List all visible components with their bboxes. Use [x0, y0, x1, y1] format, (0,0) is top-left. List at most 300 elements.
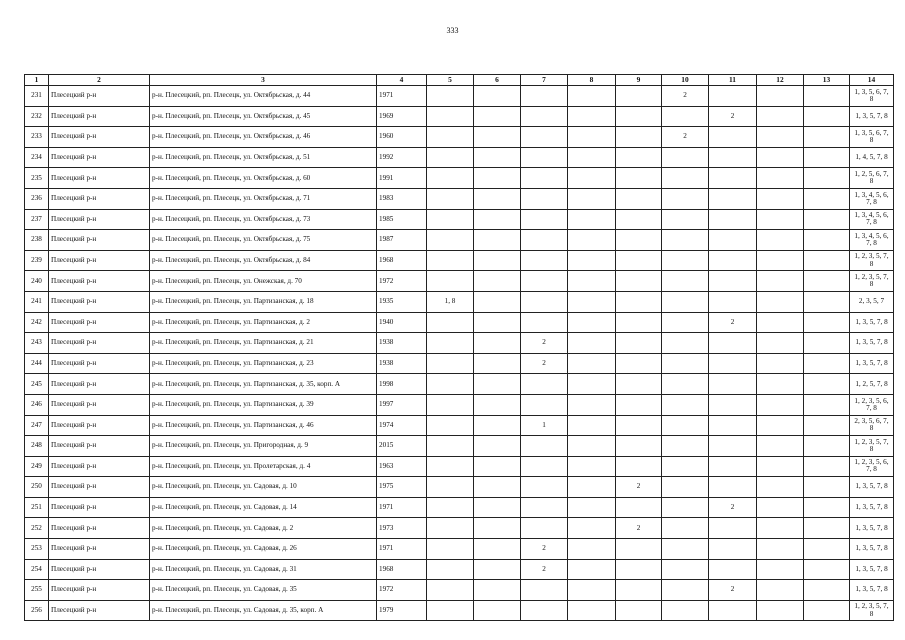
col10-cell: 2 — [662, 86, 709, 107]
col9-cell — [616, 353, 662, 374]
col10-cell — [662, 436, 709, 457]
col5-cell — [427, 497, 474, 518]
col6-cell — [474, 86, 521, 107]
col6-cell — [474, 147, 521, 168]
table-row — [25, 127, 894, 148]
col10-cell — [662, 353, 709, 374]
row-number: 243 — [25, 333, 49, 354]
col7-cell — [521, 271, 568, 292]
address-cell: р-н. Плесецкий, рп. Плесецк, ул. Октябрьская, д. 44 — [150, 86, 377, 107]
col5-cell — [427, 559, 474, 580]
col7-cell — [521, 518, 568, 539]
address-cell: р-н. Плесецкий, рп. Плесецк, ул. Партизанская, д. 35, корп. А — [150, 374, 377, 395]
col8-cell — [568, 333, 616, 354]
col9-cell — [616, 230, 662, 251]
district-cell: Плесецкий р-н — [49, 374, 150, 395]
column-header-11: 11 — [709, 75, 757, 86]
district-cell: Плесецкий р-н — [49, 86, 150, 107]
col11-cell — [709, 333, 757, 354]
col10-cell — [662, 312, 709, 333]
address-cell: р-н. Плесецкий, рп. Плесецк, ул. Партизанская, д. 2 — [150, 312, 377, 333]
col13-cell — [804, 333, 850, 354]
col14-cell: 1, 4, 5, 7, 8 — [850, 147, 894, 168]
col6-cell — [474, 291, 521, 312]
col6-cell — [474, 353, 521, 374]
col6-cell — [474, 497, 521, 518]
address-cell: р-н. Плесецкий, рп. Плесецк, ул. Садовая, д. 31 — [150, 559, 377, 580]
address-cell: р-н. Плесецкий, рп. Плесецк, ул. Садовая, д. 2 — [150, 518, 377, 539]
col5-cell — [427, 209, 474, 230]
district-cell: Плесецкий р-н — [49, 291, 150, 312]
district-cell: Плесецкий р-н — [49, 188, 150, 209]
col11-cell — [709, 291, 757, 312]
row-number: 233 — [25, 127, 49, 148]
col9-cell — [616, 559, 662, 580]
address-cell: р-н. Плесецкий, рп. Плесецк, ул. Партизанская, д. 18 — [150, 291, 377, 312]
district-cell: Плесецкий р-н — [49, 168, 150, 189]
col7-cell — [521, 312, 568, 333]
year-cell: 1971 — [377, 497, 427, 518]
address-cell: р-н. Плесецкий, рп. Плесецк, ул. Партизанская, д. 21 — [150, 333, 377, 354]
row-number: 253 — [25, 539, 49, 560]
district-cell: Плесецкий р-н — [49, 436, 150, 457]
address-cell: р-н. Плесецкий, рп. Плесецк, ул. Садовая, д. 14 — [150, 497, 377, 518]
row-number: 249 — [25, 456, 49, 477]
col9-cell — [616, 415, 662, 436]
district-cell: Плесецкий р-н — [49, 230, 150, 251]
year-cell: 1938 — [377, 333, 427, 354]
column-header-13: 13 — [804, 75, 850, 86]
col11-cell — [709, 209, 757, 230]
table-row — [25, 497, 894, 518]
col12-cell — [757, 271, 804, 292]
year-cell: 1998 — [377, 374, 427, 395]
col12-cell — [757, 209, 804, 230]
col6-cell — [474, 127, 521, 148]
address-cell: р-н. Плесецкий, рп. Плесецк, ул. Октябрьская, д. 45 — [150, 106, 377, 127]
row-number: 237 — [25, 209, 49, 230]
col12-cell — [757, 374, 804, 395]
col10-cell — [662, 394, 709, 415]
column-header-8: 8 — [568, 75, 616, 86]
col13-cell — [804, 147, 850, 168]
year-cell: 1979 — [377, 600, 427, 621]
col5-cell — [427, 436, 474, 457]
col8-cell — [568, 168, 616, 189]
col8-cell — [568, 106, 616, 127]
col7-cell — [521, 291, 568, 312]
col10-cell — [662, 600, 709, 621]
table-row — [25, 312, 894, 333]
row-number: 255 — [25, 580, 49, 601]
col9-cell — [616, 497, 662, 518]
col6-cell — [474, 230, 521, 251]
col11-cell — [709, 168, 757, 189]
col9-cell — [616, 291, 662, 312]
col11-cell — [709, 394, 757, 415]
col13-cell — [804, 106, 850, 127]
col12-cell — [757, 86, 804, 107]
year-cell: 1969 — [377, 106, 427, 127]
row-number: 232 — [25, 106, 49, 127]
col12-cell — [757, 291, 804, 312]
col10-cell — [662, 188, 709, 209]
col6-cell — [474, 333, 521, 354]
col9-cell — [616, 436, 662, 457]
col10-cell — [662, 415, 709, 436]
table-row — [25, 250, 894, 271]
row-number: 236 — [25, 188, 49, 209]
row-number: 235 — [25, 168, 49, 189]
district-cell: Плесецкий р-н — [49, 415, 150, 436]
col9-cell — [616, 333, 662, 354]
col12-cell — [757, 353, 804, 374]
table-row — [25, 209, 894, 230]
column-header-10: 10 — [662, 75, 709, 86]
col13-cell — [804, 477, 850, 498]
address-cell: р-н. Плесецкий, рп. Плесецк, ул. Октябрьская, д. 51 — [150, 147, 377, 168]
col11-cell — [709, 147, 757, 168]
col5-cell — [427, 374, 474, 395]
col9-cell — [616, 168, 662, 189]
col7-cell — [521, 374, 568, 395]
col12-cell — [757, 497, 804, 518]
address-cell: р-н. Плесецкий, рп. Плесецк, ул. Садовая, д. 10 — [150, 477, 377, 498]
row-number: 244 — [25, 353, 49, 374]
year-cell: 1992 — [377, 147, 427, 168]
col7-cell: 2 — [521, 539, 568, 560]
col13-cell — [804, 415, 850, 436]
col7-cell — [521, 147, 568, 168]
col14-cell: 1, 3, 5, 7, 8 — [850, 106, 894, 127]
col5-cell — [427, 539, 474, 560]
col8-cell — [568, 477, 616, 498]
col7-cell — [521, 106, 568, 127]
col9-cell — [616, 188, 662, 209]
year-cell: 1975 — [377, 477, 427, 498]
col6-cell — [474, 188, 521, 209]
col11-cell — [709, 456, 757, 477]
col11-cell — [709, 250, 757, 271]
col8-cell — [568, 147, 616, 168]
year-cell: 1938 — [377, 353, 427, 374]
col9-cell — [616, 456, 662, 477]
col7-cell — [521, 86, 568, 107]
col5-cell — [427, 333, 474, 354]
row-number: 242 — [25, 312, 49, 333]
col9-cell — [616, 374, 662, 395]
district-cell: Плесецкий р-н — [49, 580, 150, 601]
col13-cell — [804, 456, 850, 477]
col10-cell — [662, 168, 709, 189]
col11-cell — [709, 539, 757, 560]
col10-cell — [662, 559, 709, 580]
col9-cell — [616, 271, 662, 292]
col8-cell — [568, 600, 616, 621]
col8-cell — [568, 291, 616, 312]
col9-cell — [616, 539, 662, 560]
row-number: 238 — [25, 230, 49, 251]
address-cell: р-н. Плесецкий, рп. Плесецк, ул. Октябрьская, д. 73 — [150, 209, 377, 230]
col14-cell: 2, 3, 5, 7 — [850, 291, 894, 312]
district-cell: Плесецкий р-н — [49, 106, 150, 127]
col14-cell: 1, 3, 4, 5, 6, 7, 8 — [850, 209, 894, 230]
col8-cell — [568, 312, 616, 333]
col10-cell — [662, 497, 709, 518]
col8-cell — [568, 497, 616, 518]
address-cell: р-н. Плесецкий, рп. Плесецк, ул. Октябрьская, д. 71 — [150, 188, 377, 209]
column-header-4: 4 — [377, 75, 427, 86]
col13-cell — [804, 209, 850, 230]
address-cell: р-н. Плесецкий, рп. Плесецк, ул. Октябрьская, д. 60 — [150, 168, 377, 189]
col5-cell — [427, 394, 474, 415]
col14-cell: 2, 3, 5, 6, 7, 8 — [850, 415, 894, 436]
col10-cell — [662, 291, 709, 312]
col7-cell: 1 — [521, 415, 568, 436]
address-cell: р-н. Плесецкий, рп. Плесецк, ул. Садовая, д. 35 — [150, 580, 377, 601]
col11-cell — [709, 271, 757, 292]
col8-cell — [568, 456, 616, 477]
address-cell: р-н. Плесецкий, рп. Плесецк, ул. Партизанская, д. 23 — [150, 353, 377, 374]
address-cell: р-н. Плесецкий, рп. Плесецк, ул. Октябрьская, д. 75 — [150, 230, 377, 251]
table-row — [25, 394, 894, 415]
col7-cell — [521, 477, 568, 498]
table-row — [25, 539, 894, 560]
col12-cell — [757, 250, 804, 271]
col7-cell: 2 — [521, 559, 568, 580]
col13-cell — [804, 539, 850, 560]
address-cell: р-н. Плесецкий, рп. Плесецк, ул. Онежская, д. 70 — [150, 271, 377, 292]
col11-cell: 2 — [709, 580, 757, 601]
col14-cell: 1, 3, 5, 7, 8 — [850, 333, 894, 354]
col11-cell — [709, 127, 757, 148]
col11-cell — [709, 436, 757, 457]
col8-cell — [568, 271, 616, 292]
table-row — [25, 147, 894, 168]
col7-cell — [521, 600, 568, 621]
col12-cell — [757, 436, 804, 457]
table-body — [25, 86, 894, 621]
table-row — [25, 436, 894, 457]
row-number: 247 — [25, 415, 49, 436]
col5-cell — [427, 271, 474, 292]
col11-cell — [709, 86, 757, 107]
table-row — [25, 168, 894, 189]
table-row — [25, 271, 894, 292]
col11-cell: 2 — [709, 106, 757, 127]
district-cell: Плесецкий р-н — [49, 147, 150, 168]
table-row — [25, 188, 894, 209]
col14-cell: 1, 2, 5, 7, 8 — [850, 374, 894, 395]
col13-cell — [804, 250, 850, 271]
district-cell: Плесецкий р-н — [49, 209, 150, 230]
col8-cell — [568, 559, 616, 580]
row-number: 256 — [25, 600, 49, 621]
col9-cell: 2 — [616, 518, 662, 539]
col14-cell: 1, 2, 3, 5, 7, 8 — [850, 436, 894, 457]
col14-cell: 1, 3, 5, 7, 8 — [850, 539, 894, 560]
col10-cell — [662, 106, 709, 127]
address-cell: р-н. Плесецкий, рп. Плесецк, ул. Октябрьская, д. 84 — [150, 250, 377, 271]
col9-cell — [616, 250, 662, 271]
col9-cell — [616, 312, 662, 333]
col7-cell — [521, 394, 568, 415]
col9-cell — [616, 147, 662, 168]
col11-cell: 2 — [709, 497, 757, 518]
col10-cell — [662, 580, 709, 601]
col10-cell — [662, 374, 709, 395]
col13-cell — [804, 230, 850, 251]
col14-cell: 1, 3, 5, 7, 8 — [850, 477, 894, 498]
table-row — [25, 415, 894, 436]
table-header-row — [25, 75, 894, 86]
col6-cell — [474, 250, 521, 271]
district-cell: Плесецкий р-н — [49, 518, 150, 539]
district-cell: Плесецкий р-н — [49, 456, 150, 477]
col13-cell — [804, 291, 850, 312]
col8-cell — [568, 188, 616, 209]
col10-cell — [662, 209, 709, 230]
col14-cell: 1, 3, 5, 6, 7, 8 — [850, 86, 894, 107]
col5-cell — [427, 415, 474, 436]
col12-cell — [757, 127, 804, 148]
col12-cell — [757, 106, 804, 127]
col8-cell — [568, 394, 616, 415]
col13-cell — [804, 497, 850, 518]
address-cell: р-н. Плесецкий, рп. Плесецк, ул. Партизанская, д. 46 — [150, 415, 377, 436]
year-cell: 1968 — [377, 559, 427, 580]
row-number: 239 — [25, 250, 49, 271]
year-cell: 1985 — [377, 209, 427, 230]
col14-cell: 1, 2, 3, 5, 7, 8 — [850, 600, 894, 621]
year-cell: 1997 — [377, 394, 427, 415]
col7-cell — [521, 250, 568, 271]
col6-cell — [474, 415, 521, 436]
col11-cell — [709, 374, 757, 395]
col14-cell: 1, 3, 5, 7, 8 — [850, 580, 894, 601]
table-row — [25, 106, 894, 127]
col6-cell — [474, 539, 521, 560]
col11-cell — [709, 600, 757, 621]
col9-cell — [616, 600, 662, 621]
col8-cell — [568, 250, 616, 271]
column-header-14: 14 — [850, 75, 894, 86]
district-cell: Плесецкий р-н — [49, 559, 150, 580]
year-cell: 1971 — [377, 86, 427, 107]
col12-cell — [757, 559, 804, 580]
col11-cell: 2 — [709, 312, 757, 333]
col6-cell — [474, 559, 521, 580]
col14-cell: 1, 3, 5, 7, 8 — [850, 559, 894, 580]
col5-cell — [427, 106, 474, 127]
col14-cell: 1, 3, 5, 7, 8 — [850, 497, 894, 518]
col7-cell: 2 — [521, 353, 568, 374]
col14-cell: 1, 3, 4, 5, 6, 7, 8 — [850, 188, 894, 209]
col14-cell: 1, 2, 3, 5, 7, 8 — [850, 271, 894, 292]
col11-cell — [709, 353, 757, 374]
table-row — [25, 600, 894, 621]
col6-cell — [474, 580, 521, 601]
col13-cell — [804, 580, 850, 601]
col12-cell — [757, 230, 804, 251]
table-row — [25, 559, 894, 580]
col5-cell — [427, 518, 474, 539]
col11-cell — [709, 188, 757, 209]
col5-cell — [427, 456, 474, 477]
col14-cell: 1, 3, 5, 7, 8 — [850, 353, 894, 374]
col12-cell — [757, 477, 804, 498]
col7-cell — [521, 436, 568, 457]
row-number: 234 — [25, 147, 49, 168]
district-cell: Плесецкий р-н — [49, 333, 150, 354]
district-cell: Плесецкий р-н — [49, 127, 150, 148]
col13-cell — [804, 559, 850, 580]
column-header-7: 7 — [521, 75, 568, 86]
district-cell: Плесецкий р-н — [49, 250, 150, 271]
col5-cell — [427, 230, 474, 251]
col8-cell — [568, 580, 616, 601]
col12-cell — [757, 394, 804, 415]
page-number: 333 — [446, 26, 459, 35]
year-cell: 1972 — [377, 271, 427, 292]
table-row — [25, 374, 894, 395]
col13-cell — [804, 271, 850, 292]
col10-cell — [662, 477, 709, 498]
col8-cell — [568, 86, 616, 107]
col5-cell — [427, 188, 474, 209]
column-header-1: 1 — [25, 75, 49, 86]
year-cell: 1987 — [377, 230, 427, 251]
col7-cell — [521, 168, 568, 189]
address-cell: р-н. Плесецкий, рп. Плесецк, ул. Садовая, д. 26 — [150, 539, 377, 560]
col14-cell: 1, 3, 5, 7, 8 — [850, 518, 894, 539]
col6-cell — [474, 456, 521, 477]
year-cell: 2015 — [377, 436, 427, 457]
col10-cell — [662, 147, 709, 168]
col12-cell — [757, 518, 804, 539]
col6-cell — [474, 271, 521, 292]
district-cell: Плесецкий р-н — [49, 600, 150, 621]
data-table — [24, 74, 894, 621]
table-row — [25, 291, 894, 312]
col11-cell — [709, 477, 757, 498]
col8-cell — [568, 353, 616, 374]
col9-cell — [616, 580, 662, 601]
row-number: 254 — [25, 559, 49, 580]
column-header-5: 5 — [427, 75, 474, 86]
row-number: 248 — [25, 436, 49, 457]
table-row — [25, 353, 894, 374]
year-cell: 1940 — [377, 312, 427, 333]
row-number: 231 — [25, 86, 49, 107]
col5-cell: 1, 8 — [427, 291, 474, 312]
col8-cell — [568, 127, 616, 148]
col9-cell — [616, 209, 662, 230]
col8-cell — [568, 518, 616, 539]
table-row — [25, 456, 894, 477]
year-cell: 1971 — [377, 539, 427, 560]
year-cell: 1974 — [377, 415, 427, 436]
address-cell: р-н. Плесецкий, рп. Плесецк, ул. Пролетарская, д. 4 — [150, 456, 377, 477]
district-cell: Плесецкий р-н — [49, 539, 150, 560]
col10-cell — [662, 456, 709, 477]
col13-cell — [804, 436, 850, 457]
col14-cell: 1, 3, 5, 6, 7, 8 — [850, 127, 894, 148]
col12-cell — [757, 415, 804, 436]
col5-cell — [427, 580, 474, 601]
district-cell: Плесецкий р-н — [49, 394, 150, 415]
col8-cell — [568, 374, 616, 395]
